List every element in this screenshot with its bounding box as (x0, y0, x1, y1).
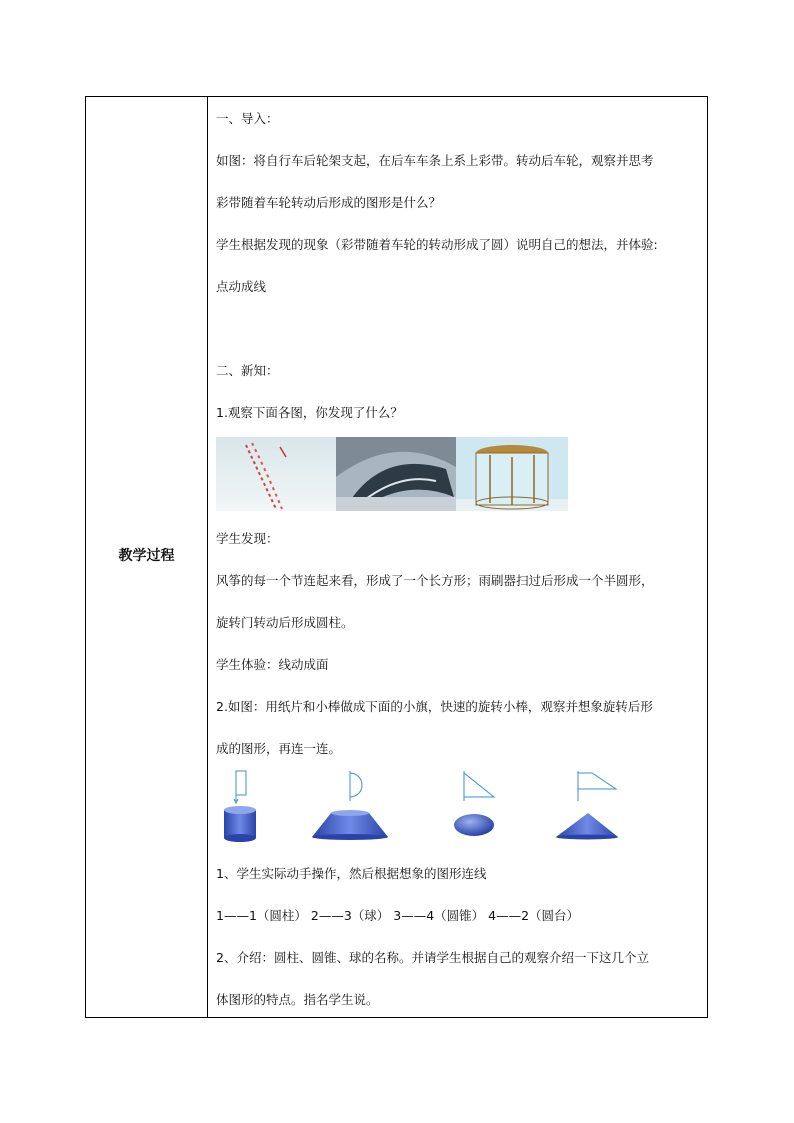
intro-heading: 一、导入： (216, 111, 279, 126)
answers: 1——1（圆柱） 2——3（球） 3——4（圆锥） 4——2（圆台） (216, 908, 580, 923)
discover-line-1: 风筝的每一个节连起来看，形成了一个长方形；雨刷器扫过后形成一个半圆形， (216, 573, 654, 588)
flag-rectangle (234, 771, 246, 803)
revolving-door-photo (456, 437, 568, 511)
flag-triangle (464, 771, 494, 801)
step-1: 1、学生实际动手操作，然后根据想象的图形连线 (216, 866, 487, 881)
flag-semicircle (350, 771, 362, 801)
photo-strip (216, 437, 568, 511)
experience: 学生体验：线动成面 (216, 657, 329, 672)
step-2-line-2: 体图形的特点。指名学生说。 (216, 992, 379, 1007)
frustum-solid (312, 810, 388, 840)
column-divider (207, 97, 208, 1017)
sphere-solid (454, 814, 494, 836)
cylinder-solid (224, 806, 256, 842)
discover-line-2: 旋转门转动后形成圆柱。 (216, 615, 354, 630)
lesson-table (85, 96, 708, 1018)
intro-paragraph-2-line-2: 点动成线 (216, 279, 267, 294)
cone-solid (556, 813, 618, 840)
kite-photo (216, 437, 336, 511)
question-2-line-1: 2.如图：用纸片和小棒做成下面的小旗，快速的旋转小棒，观察并想象旋转后形 (216, 699, 653, 714)
new-heading: 二、新知： (216, 363, 279, 378)
question-1: 1.观察下面各图，你发现了什么？ (216, 405, 403, 420)
discover-label: 学生发现： (216, 531, 279, 546)
windshield-wiper-photo (336, 437, 456, 511)
flags-and-solids (216, 765, 636, 845)
left-label: 教学过程 (118, 548, 175, 564)
intro-paragraph-1-line-1: 如图：将自行车后轮架支起，在后车车条上系上彩带。转动后车轮，观察并思考 (216, 153, 654, 168)
intro-paragraph-2-line-1: 学生根据发现的现象（彩带随着车轮的转动形成了圆）说明自己的想法，并体验: (216, 237, 658, 252)
question-2-line-2: 成的图形，再连一连。 (216, 741, 342, 756)
flag-trapezoid (578, 771, 616, 801)
intro-paragraph-1-line-2: 彩带随着车轮转动后形成的图形是什么？ (216, 195, 442, 210)
step-2-line-1: 2、介绍：圆柱、圆锥、球的名称。并请学生根据自己的观察介绍一下这几个立 (216, 950, 649, 965)
